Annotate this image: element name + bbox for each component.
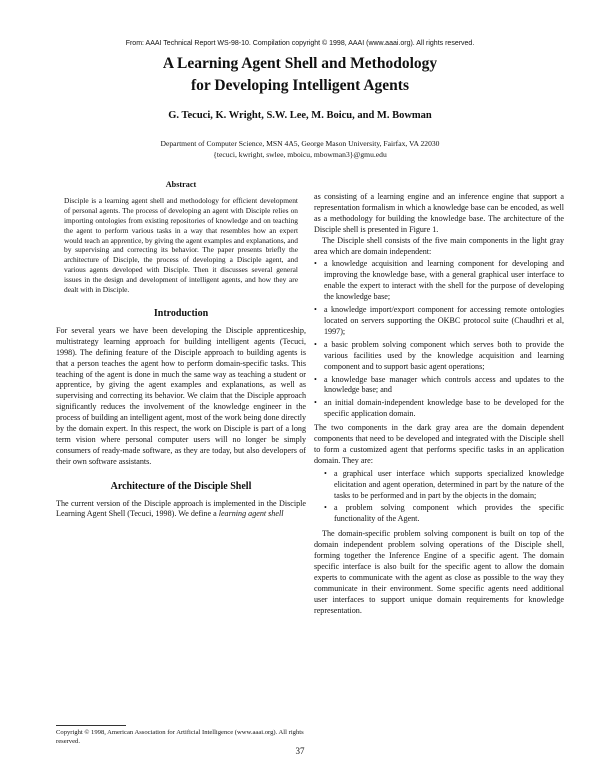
introduction-heading: Introduction [153,307,209,319]
closing-paragraph: The domain-specific problem solving component is built on top of the domain independent problem solving operations of the Disciple shell, forming together the Inference Engine of a specific agent. The domain specific interface is also built for the specific agent to allow the domain experts to communicate with the agent as close as possible to the way they communicate in their environment. Some specific agents need additional user interfaces to support unique domain requirements for knowledge representation. [314,529,564,615]
right-column [314,192,564,617]
architecture-text-before: The current version of the Disciple approach is implemented in the Disciple Learning Agent Shell (Tecuci, 1998). We define a [56,498,306,519]
copyright-notice: Copyright © 1998, American Association for Artificial Intelligence (www.aaai.org). All rights reserved. [56,729,304,745]
author-emails: {tecuci, kwright, swlee, mboicu, mbowman3}@gmu.edu [213,150,387,159]
abstract-text: Disciple is a learning agent shell and methodology for efficient development of personal agents. The process of developing an agent with Disciple relies on importing ontologies from existing repositories of knowledge and on teaching the agent to perform various tasks in a way that resembles how an expert would teach an apprentice, by giving the agent examples and explanations, and by supervising and correcting its behavior. The paper presents briefly the architecture of Disciple, the process of developing a Disciple agent, and various agents developed with Disciple. Then it discusses several general issues in the design and development of intelligent agents, and how they are dealt with in Disciple. [64,195,298,295]
abstract-heading: Abstract [165,180,197,189]
architecture-text-continued: as consisting of a learning engine and an inference engine that support a representation formalism in which a knowledge base can be encoded, as well as a methodology for building the knowledge base. The architecture of the Disciple shell is presented in Figure 1. [314,192,564,234]
architecture-heading: Architecture of the Disciple Shell [110,480,252,492]
left-column [56,180,306,520]
dark-components-intro: The two components in the dark gray area are the domain dependent components that need to be developed and integrated with the Disciple shell to form a customized agent that performs specific tasks in an application domain. They are: [314,423,564,465]
list-item: • a graphical user interface which supports specialized knowledge elicitation and agent operation, determined in part by the nature of the tasks to be performed and in part by the objects in the domain; [324,469,564,502]
introduction-text: For several years we have been developing the Disciple apprenticeship, multistrategy learning approach for building intelligent agents (Tecuci, 1998). The defining feature of the Disciple approach to building agents is that a person teaches the agent how to perform domain-specific tasks. This teaching of the agent is done in much the same way as teaching a student or apprentice, by giving the agent examples and explanations, as well as supervising and correcting its behavior. We claim that the Disciple approach significantly reduces the involvement of the knowledge engineer in the process of building an intelligent agent, most of the work being done directly by the domain expert. In this respect, the work on Disciple is part of a long term vision where personal computer users will no longer be simply consumers of ready-made software, as they are today, but also developers of their own software assistants. [56,325,306,466]
affiliation-block [0,138,600,160]
list-item: • an initial domain-independent knowledge base to be developed for the specific application domain. [314,398,564,420]
component-list [314,259,564,420]
list-item: • a basic problem solving component which serves both to provide the various facilities used by the knowledge acquisition and learning component and to support basic agent operations; [314,340,564,373]
list-item: • a knowledge base manager which controls access and updates to the knowledge base; and [314,375,564,397]
components-intro: The Disciple shell consists of the five main components in the light gray area which are domain independent: [314,235,564,256]
architecture-term: learning agent shell [218,509,284,519]
abstract-section [56,180,306,295]
title-line-1: A Learning Agent Shell and Methodology [162,55,438,72]
list-item: • a knowledge acquisition and learning component for developing and improving the knowledge base, with a general graphical user interface to enable the expert to interact with the shell for the purpose of developing the knowledge base; [314,259,564,303]
list-item: • a knowledge import/export component for accessing remote ontologies located on servers supporting the OKBC protocol suite (Chaudhri et al, 1997); [314,305,564,338]
title-line-2: for Developing Intelligent Agents [191,77,409,94]
paper-title [0,53,600,97]
dark-component-list [314,469,564,526]
source-note: From: AAAI Technical Report WS-98-10. Compilation copyright © 1998, AAAI (www.aaai.org). All rights reserved. [125,40,475,47]
footnote-divider [56,725,126,726]
page-number: 37 [295,746,305,756]
affiliation: Department of Computer Science, MSN 4A5, George Mason University, Fairfax, VA 22030 [160,139,440,148]
list-item: • a problem solving component which provides the specific functionality of the Agent. [324,503,564,525]
architecture-text [56,499,306,521]
authors: G. Tecuci, K. Wright, S.W. Lee, M. Boicu, and M. Bowman [168,110,432,121]
